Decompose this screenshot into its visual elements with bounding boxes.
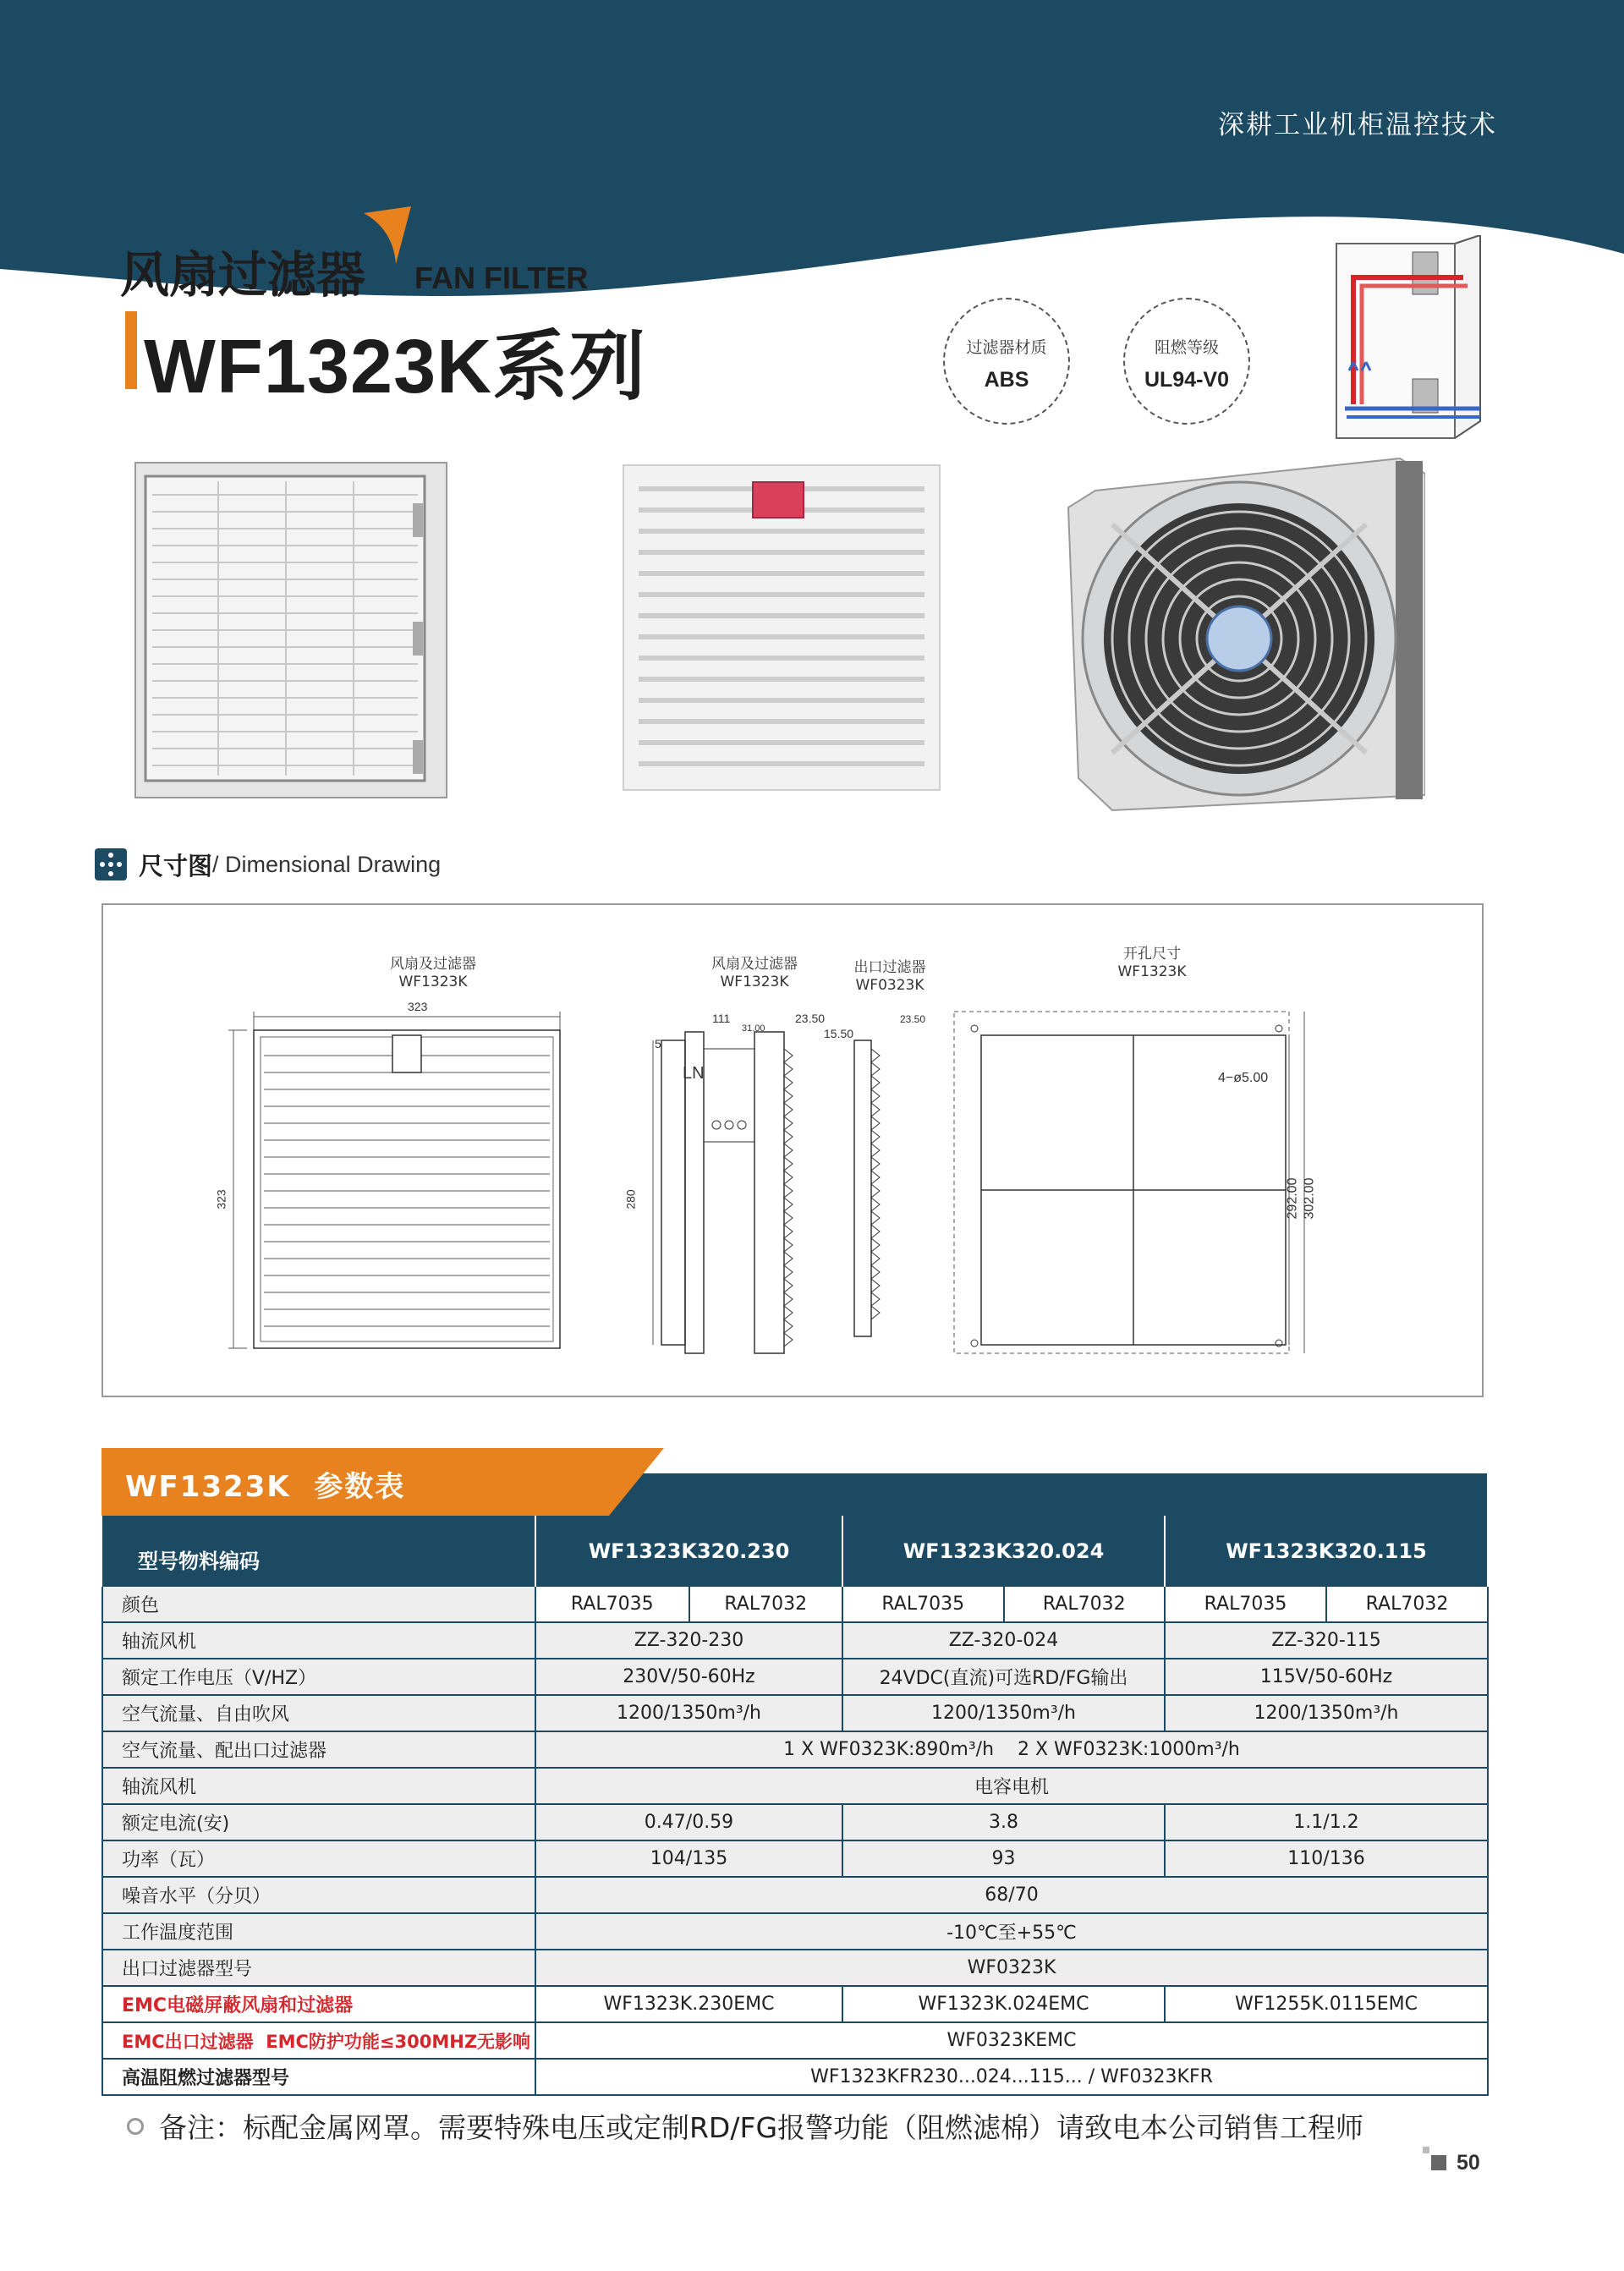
outlet-dim-a: 15.50 (824, 1027, 854, 1040)
bullet-icon (127, 2118, 144, 2135)
section-title-cn: 尺寸图 (139, 851, 213, 880)
molecule-icon (95, 848, 127, 880)
side-view-label: 风扇及过滤器 WF1323K (711, 956, 798, 990)
side-small-dim: 31.00 (742, 1023, 765, 1034)
header-model-024: WF1323K320.024 (842, 1516, 1165, 1587)
page-number: 50 (1457, 2151, 1480, 2175)
table-row-emc-outlet: EMC出口过滤器 EMC防护功能≤300MHZ无影响 WF0323KEMC (102, 2022, 1488, 2059)
table-row-color: 颜色 RAL7035 RAL7032 RAL7035 RAL7032 RAL7035 RAL7032 (102, 1587, 1488, 1622)
header-model-115: WF1323K320.115 (1165, 1516, 1488, 1587)
table-row-noise: 噪音水平（分贝） 68/70 (102, 1877, 1488, 1913)
orange-accent-icon (362, 206, 413, 266)
outlet-view-label: 出口过滤器 WF0323K (853, 959, 926, 994)
table-row-motor: 轴流风机 电容电机 (102, 1768, 1488, 1804)
cutout-outer-dim: 302.00 (1302, 1177, 1317, 1220)
front-view-drawing (222, 1005, 594, 1369)
cabinet-airflow-diagram (1328, 235, 1489, 447)
table-title: WF1323K 参数表 (125, 1470, 406, 1504)
terminal-label: LN (683, 1064, 705, 1083)
table-row-outlet-model: 出口过滤器型号 WF0323K (102, 1950, 1488, 1986)
side-height-dim: 280 (623, 1189, 638, 1210)
table-row-airflow-outlet: 空气流量、配出口过滤器 1 X WF0323K:890m³/h 2 X WF0323K:1000m³/h (102, 1731, 1488, 1768)
header-model-230: WF1323K320.230 (535, 1516, 842, 1587)
front-width-dim: 323 (408, 1000, 428, 1013)
table-row-high-temp: 高温阻燃过滤器型号 WF1323KFR230...024...115... / WF0323KFR (102, 2059, 1488, 2095)
footnote (127, 2106, 1363, 2146)
material-badge (943, 298, 1070, 425)
table-row-airflow-free: 空气流量、自由吹风 1200/1350m³/h 1200/1350m³/h 1200/1350m³/h (102, 1695, 1488, 1731)
front-height-dim: 323 (214, 1189, 228, 1210)
flame-label: 阻燃等级 (1154, 338, 1219, 357)
material-label: 过滤器材质 (966, 338, 1047, 357)
title-en: FAN FILTER (414, 261, 589, 295)
footnote-text: 备注：标配金属网罩。需要特殊电压或定制RD/FG报警功能（阻燃滤棉）请致电本公司销售工程师 (159, 2111, 1364, 2144)
dimensional-drawing-heading (95, 848, 441, 881)
table-row-power: 功率（瓦） 104/135 93 110/136 (102, 1840, 1488, 1877)
cutout-view-drawing (949, 1007, 1457, 1387)
page-corner-icon (1423, 2147, 1448, 2172)
table-row-voltage: 额定工作电压（V/HZ） 230V/50-60Hz 24VDC(直流)可选RD/FG输出 115V/50-60Hz (102, 1659, 1488, 1695)
flame-value: UL94-V0 (1144, 368, 1230, 392)
side-depth-dim: 111 (712, 1012, 731, 1025)
dimensional-drawing-box (102, 903, 1484, 1397)
spec-table (102, 1516, 1489, 2096)
title-cn: 风扇过滤器 (120, 246, 366, 304)
front-view-label: 风扇及过滤器 WF1323K (390, 956, 476, 990)
company-slogan: 深耕工业机柜温控技术 (1218, 110, 1497, 140)
table-header-row (102, 1516, 1488, 1587)
louver-grille-photo (622, 464, 941, 792)
outlet-dim-b: 23.50 (900, 1013, 926, 1025)
flame-badge (1123, 298, 1250, 425)
table-row-axial-fan: 轴流风机 ZZ-320-230 ZZ-320-024 ZZ-320-115 (102, 1622, 1488, 1659)
table-row-emc: EMC电磁屏蔽风扇和过滤器 WF1323K.230EMC WF1323K.024EMC WF1255K.0115EMC (102, 1986, 1488, 2022)
fan-photo (1062, 457, 1425, 812)
model-series-title: WF1323K系列 (144, 325, 647, 409)
table-row-temp: 工作温度范围 -10℃至+55℃ (102, 1913, 1488, 1950)
hole-dim: 4−ø5.00 (1218, 1071, 1269, 1085)
side-top-dim: 23.50 (795, 1012, 826, 1025)
header-model-code: 型号物料编码 (102, 1516, 535, 1587)
title-accent-bar (125, 311, 137, 389)
side-five-dim: 5 (655, 1037, 661, 1050)
section-title-en: / Dimensional Drawing (212, 851, 442, 877)
filter-photo (134, 461, 448, 799)
cutout-inner-dim: 292.00 (1285, 1177, 1300, 1220)
material-value: ABS (984, 368, 1029, 392)
table-row-current: 额定电流(安) 0.47/0.59 3.8 1.1/1.2 (102, 1804, 1488, 1840)
cutout-view-label: 开孔尺寸 WF1323K (1117, 946, 1187, 980)
